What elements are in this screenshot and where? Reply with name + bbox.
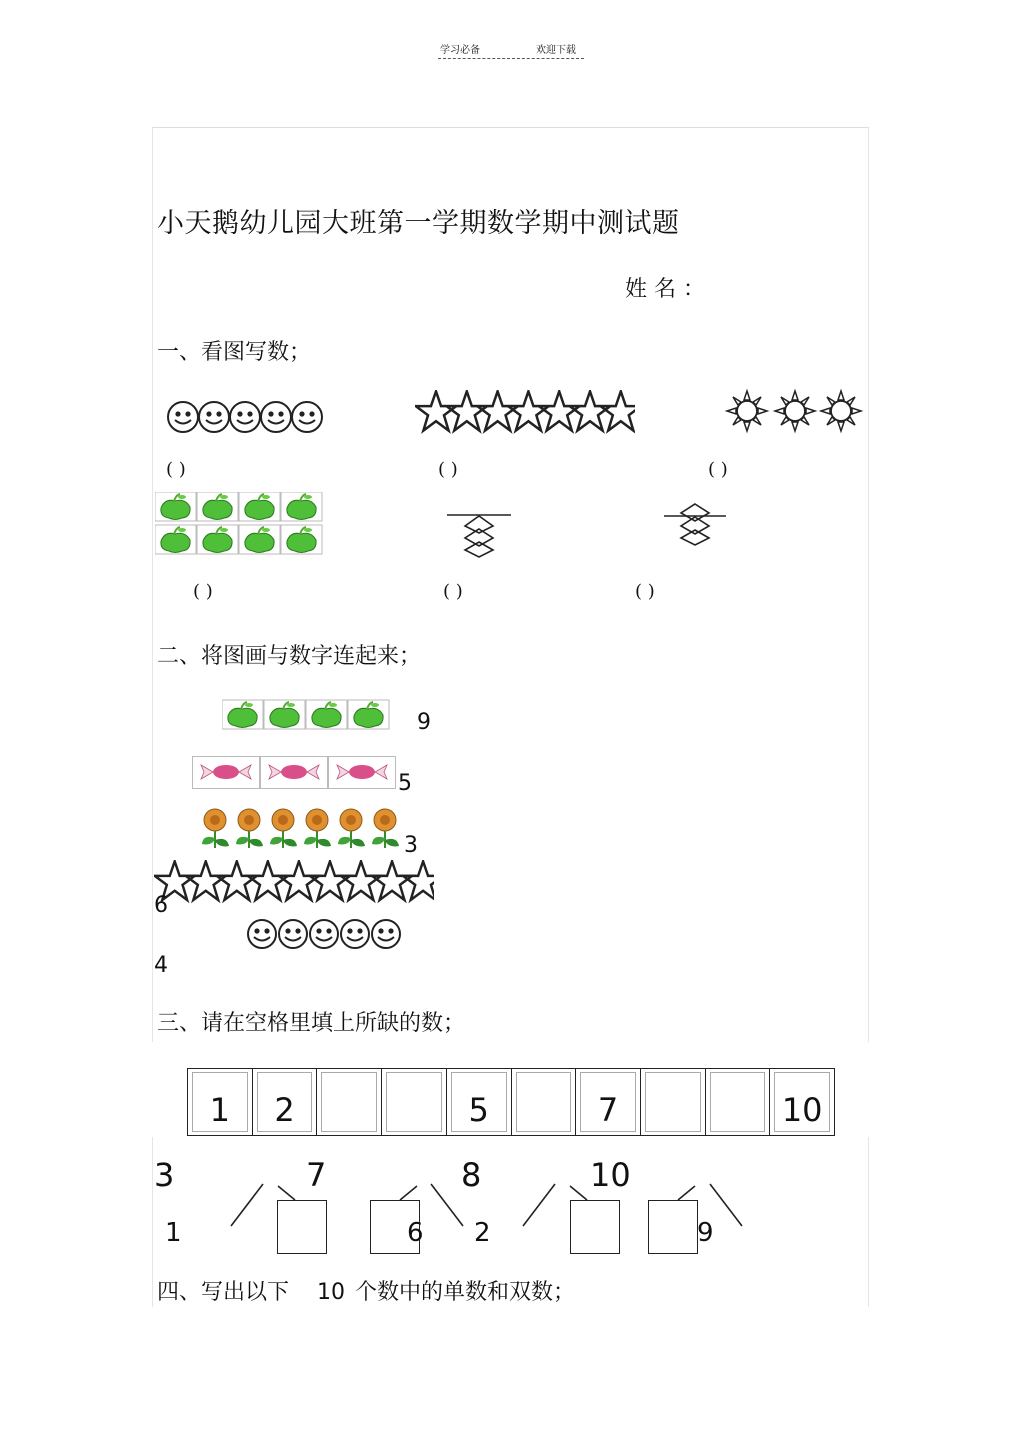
apple-icon bbox=[281, 492, 322, 521]
apple-icon bbox=[239, 492, 280, 521]
answer-paren-6[interactable]: ( ) bbox=[635, 581, 655, 602]
flower-icon bbox=[338, 809, 365, 848]
answer-box-4[interactable] bbox=[648, 1200, 698, 1254]
smiley-group-5 bbox=[166, 400, 328, 434]
apple-icon bbox=[348, 700, 389, 729]
star-icon bbox=[217, 861, 257, 900]
frame-right bbox=[868, 127, 869, 1042]
sun-icon bbox=[775, 391, 815, 431]
apple-icon bbox=[155, 492, 196, 521]
decompose-top-1: 3 bbox=[154, 1156, 175, 1194]
number-sequence-grid bbox=[187, 1068, 835, 1136]
diamond-stack-2 bbox=[662, 502, 728, 546]
flower-icon bbox=[202, 809, 229, 848]
header-right-text: 欢迎下载 bbox=[536, 45, 576, 56]
star-icon bbox=[570, 391, 611, 430]
smiley-icon bbox=[372, 920, 400, 948]
apple-row-4 bbox=[222, 699, 390, 731]
sequence-cell[interactable] bbox=[706, 1069, 771, 1135]
decompose-top-3: 8 bbox=[461, 1156, 482, 1194]
header-divider bbox=[438, 58, 584, 59]
apple-icon bbox=[281, 525, 322, 554]
flower-icon bbox=[372, 809, 399, 848]
frame-left bbox=[152, 127, 153, 1042]
star-row-9 bbox=[154, 860, 434, 904]
smiley-icon bbox=[168, 402, 198, 432]
section-2-heading: 二、将图画与数字连起来； bbox=[157, 644, 422, 669]
candy-icon bbox=[329, 757, 396, 789]
sequence-cell[interactable] bbox=[317, 1069, 382, 1135]
star-icon bbox=[416, 391, 457, 430]
section-3-heading: 三、请在空格里填上所缺的数； bbox=[157, 1011, 466, 1036]
sequence-cell[interactable]: 1 bbox=[188, 1069, 253, 1135]
sequence-cell[interactable] bbox=[382, 1069, 447, 1135]
answer-paren-5[interactable]: ( ) bbox=[443, 581, 463, 602]
sun-icon bbox=[727, 391, 767, 431]
decompose-part-1: 1 bbox=[165, 1218, 182, 1248]
star-icon bbox=[508, 391, 549, 430]
flower-row-6 bbox=[198, 806, 406, 850]
answer-paren-3[interactable]: ( ) bbox=[708, 459, 728, 480]
page-title: 小天鹅幼儿园大班第一学期数学期中测试题 bbox=[157, 208, 680, 239]
smiley-icon bbox=[248, 920, 276, 948]
section-4-suffix: 个数中的单数和双数； bbox=[355, 1280, 576, 1305]
sequence-cell[interactable]: 2 bbox=[253, 1069, 318, 1135]
star-icon bbox=[186, 861, 226, 900]
apple-icon bbox=[155, 525, 196, 554]
frame-left-lower bbox=[152, 1137, 153, 1307]
match-number-3: 3 bbox=[404, 833, 418, 858]
answer-box-1[interactable] bbox=[277, 1200, 327, 1254]
smiley-icon bbox=[279, 920, 307, 948]
match-number-5: 4 bbox=[154, 953, 168, 978]
star-icon bbox=[447, 391, 488, 430]
star-icon bbox=[310, 861, 350, 900]
apple-icon bbox=[222, 700, 263, 729]
section-4-heading bbox=[157, 1275, 575, 1306]
flower-icon bbox=[270, 809, 297, 848]
decompose-part-2: 6 bbox=[407, 1218, 424, 1248]
sequence-cell[interactable]: 7 bbox=[576, 1069, 641, 1135]
match-number-2: 5 bbox=[398, 771, 412, 796]
frame-top bbox=[152, 127, 869, 128]
apple-icon bbox=[306, 700, 347, 729]
answer-paren-4[interactable]: ( ) bbox=[193, 581, 213, 602]
smiley-icon bbox=[310, 920, 338, 948]
apple-icon bbox=[197, 492, 238, 521]
name-label: 姓 名 ： bbox=[625, 277, 705, 302]
section-4-number: 10 bbox=[317, 1280, 346, 1305]
smiley-row-5 bbox=[246, 918, 406, 952]
star-icon bbox=[341, 861, 381, 900]
apple-group-8 bbox=[155, 492, 323, 556]
answer-paren-2[interactable]: ( ) bbox=[438, 459, 458, 480]
star-icon bbox=[403, 861, 434, 900]
star-icon bbox=[372, 861, 412, 900]
header-left-text: 学习必备 bbox=[440, 45, 480, 56]
decompose-part-4: 9 bbox=[697, 1218, 714, 1248]
sun-icon bbox=[821, 391, 861, 431]
sequence-cell[interactable] bbox=[641, 1069, 706, 1135]
section-4-prefix: 四、写出以下 bbox=[157, 1280, 290, 1305]
apple-icon bbox=[239, 525, 280, 554]
flower-icon bbox=[236, 809, 263, 848]
star-icon bbox=[279, 861, 319, 900]
star-icon bbox=[477, 391, 518, 430]
sequence-cell[interactable]: 10 bbox=[770, 1069, 834, 1135]
sun-group-3 bbox=[724, 388, 866, 434]
apple-icon bbox=[264, 700, 305, 729]
sequence-cell[interactable] bbox=[512, 1069, 577, 1135]
sequence-cell[interactable]: 5 bbox=[447, 1069, 512, 1135]
answer-box-3[interactable] bbox=[570, 1200, 620, 1254]
match-number-4: 6 bbox=[154, 893, 168, 918]
match-number-1: 9 bbox=[417, 710, 431, 735]
star-icon bbox=[248, 861, 288, 900]
section-1-heading: 一、看图写数； bbox=[157, 340, 312, 365]
star-icon bbox=[601, 391, 636, 430]
candy-icon bbox=[261, 757, 328, 789]
smiley-icon bbox=[292, 402, 322, 432]
decompose-top-4: 10 bbox=[590, 1156, 631, 1194]
smiley-icon bbox=[261, 402, 291, 432]
flower-icon bbox=[304, 809, 331, 848]
answer-paren-1[interactable]: ( ) bbox=[166, 459, 186, 480]
frame-right-lower bbox=[868, 1137, 869, 1307]
candy-icon bbox=[193, 757, 260, 789]
star-group-7 bbox=[415, 390, 635, 434]
decompose-top-2: 7 bbox=[306, 1156, 327, 1194]
smiley-icon bbox=[341, 920, 369, 948]
apple-icon bbox=[197, 525, 238, 554]
star-icon bbox=[539, 391, 580, 430]
diamond-stack-3 bbox=[445, 508, 513, 558]
smiley-icon bbox=[199, 402, 229, 432]
candy-row-3 bbox=[192, 756, 398, 790]
decompose-part-3: 2 bbox=[474, 1218, 491, 1248]
smiley-icon bbox=[230, 402, 260, 432]
